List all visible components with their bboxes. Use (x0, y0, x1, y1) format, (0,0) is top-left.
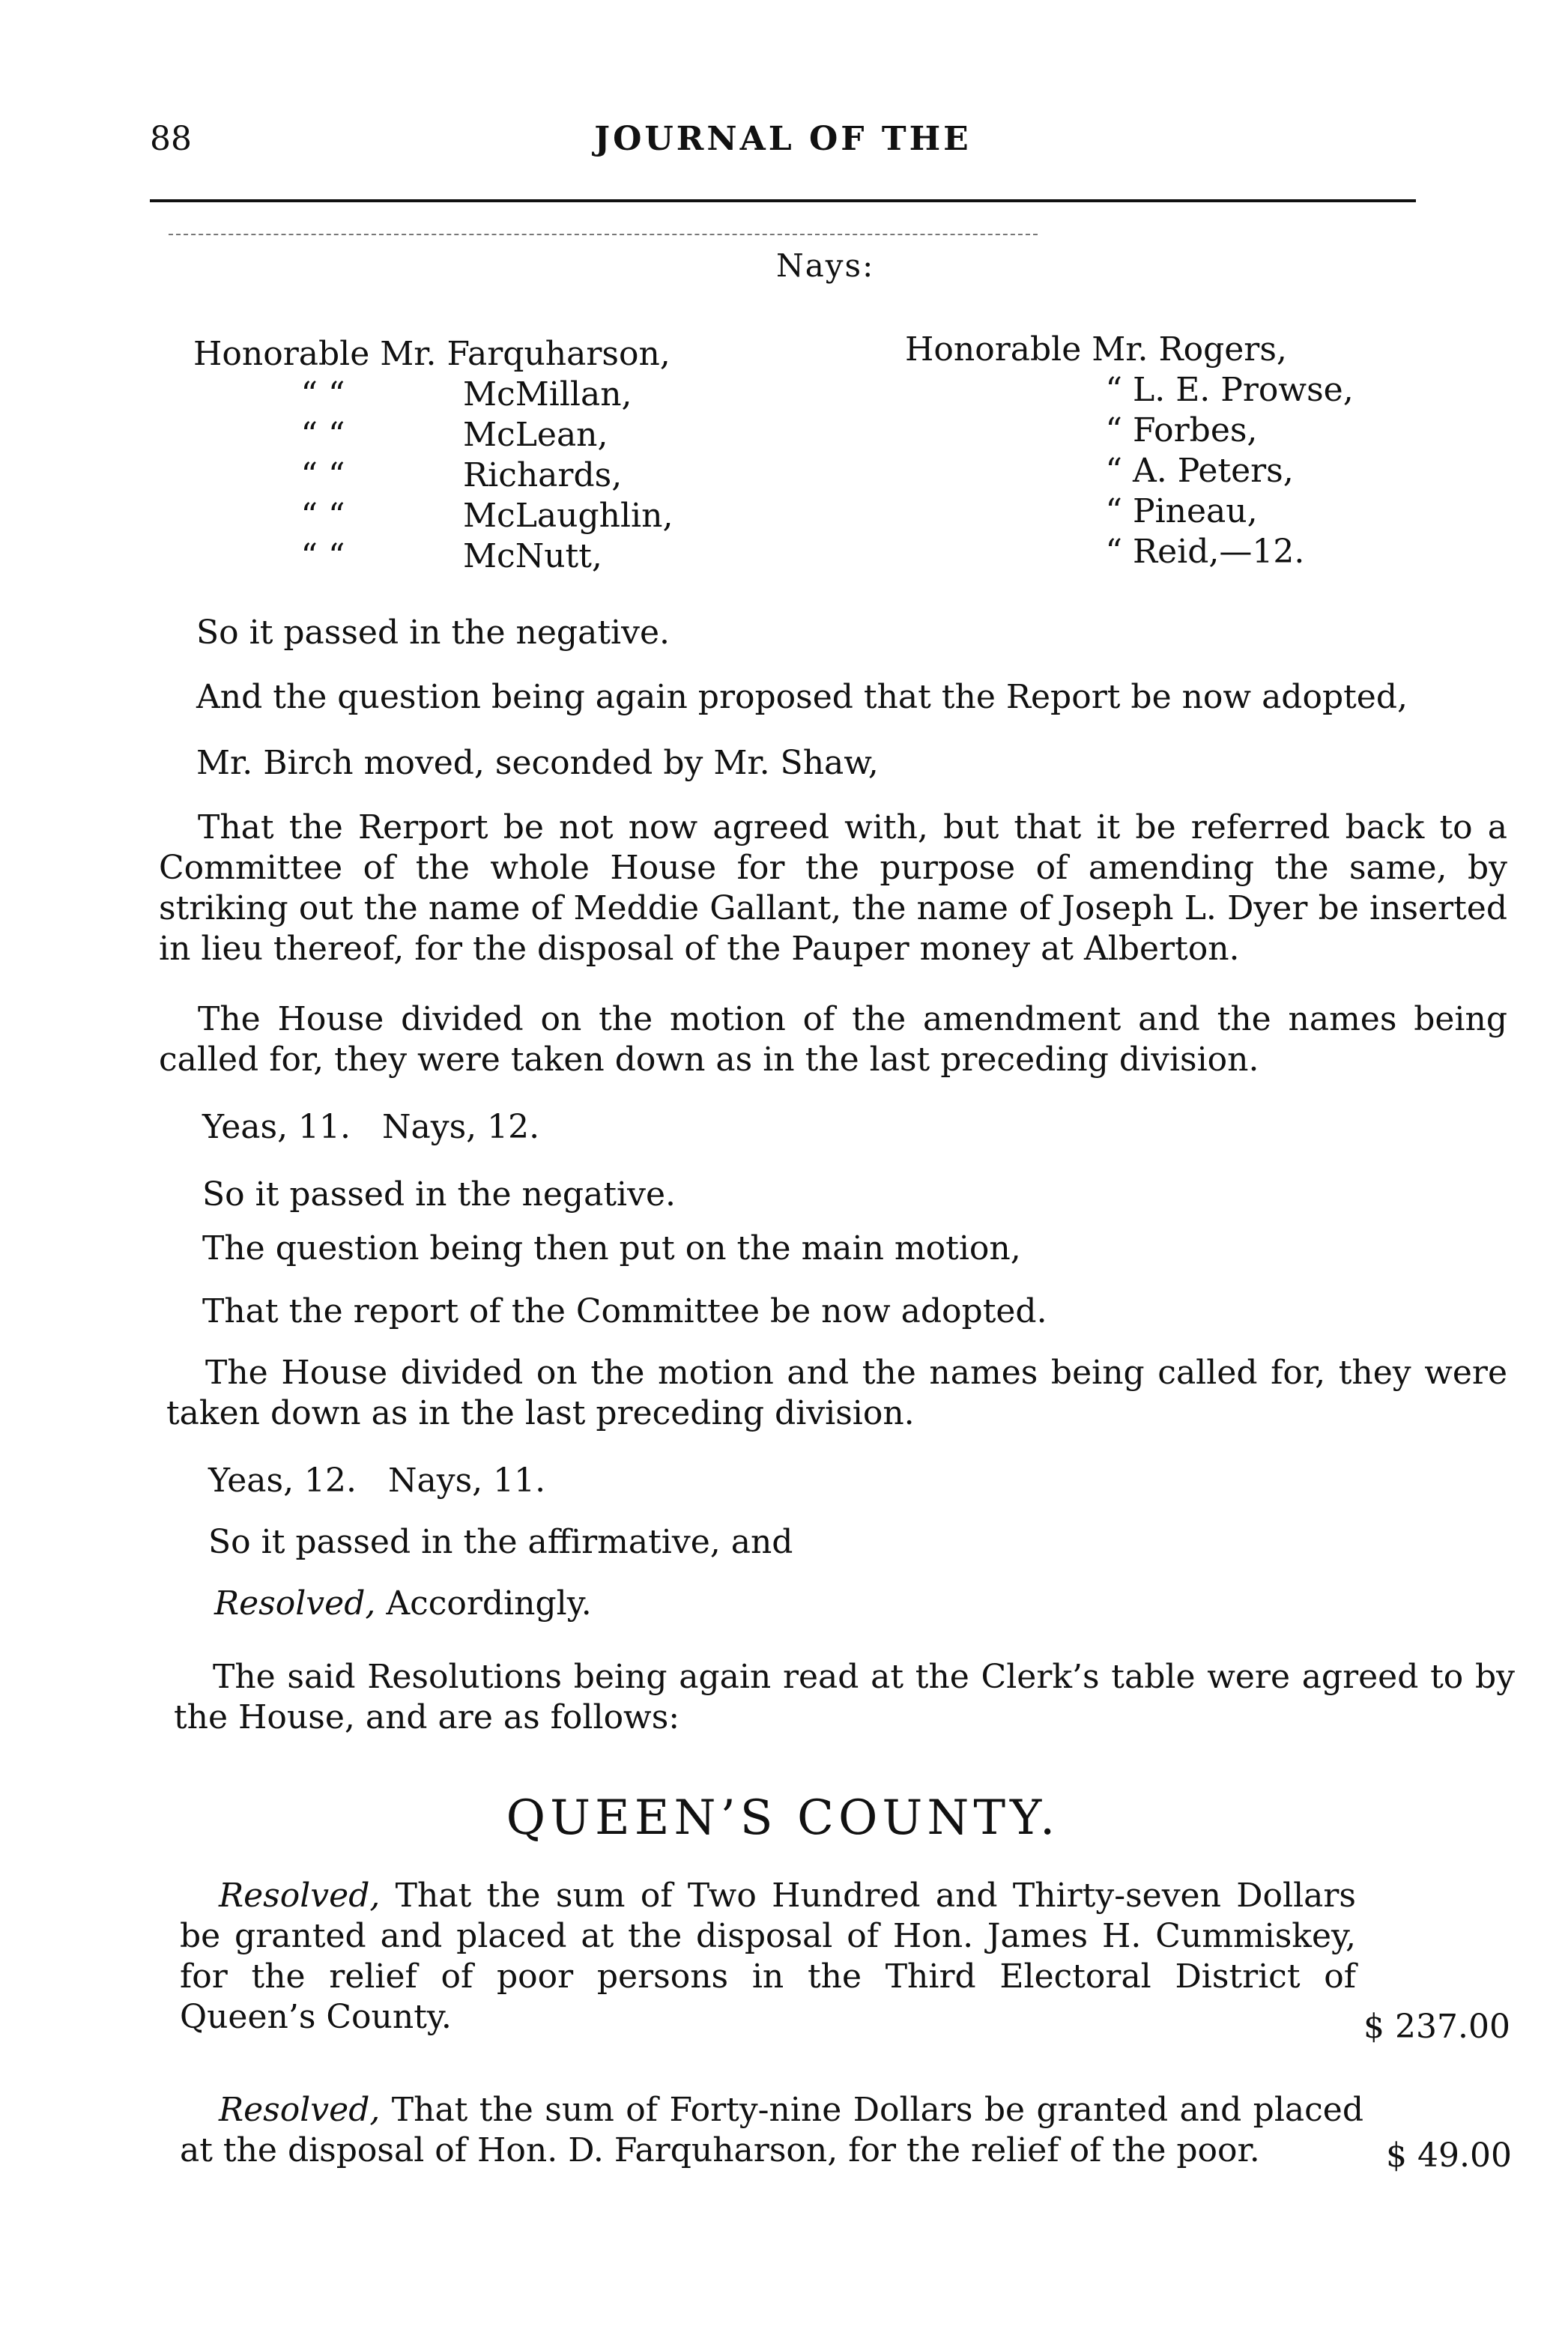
page-number: 88 (150, 120, 192, 158)
nay-entry (193, 415, 673, 455)
ditto-mark: “ (1105, 452, 1122, 490)
member-name: Richards, (463, 456, 623, 494)
header-rule (150, 199, 1416, 202)
member-name: Reid,—12. (1133, 533, 1305, 571)
nay-entry (193, 496, 673, 536)
paragraph-question-proposed: And the question being again proposed that the Report be now adopted, (196, 678, 1408, 716)
paragraph-passed-negative: So it passed in the negative. (196, 614, 670, 652)
ditto-mark: “ (1105, 533, 1122, 571)
paragraph-passed-affirmative: So it passed in the affirmative, and (208, 1523, 793, 1561)
resolution-entry (180, 2090, 1363, 2171)
nays-heading: Nays: (776, 247, 875, 284)
member-name: Forbes, (1133, 411, 1258, 449)
paragraph-birch-moved: Mr. Birch moved, seconded by Mr. Shaw, (196, 744, 879, 782)
paragraph-house-divided-amendment: The House divided on the motion of the amendment and the names being called for, they were taken down as in the last preceding division. (159, 1000, 1507, 1079)
member-name: A. Peters, (1133, 452, 1294, 490)
nay-entry (193, 536, 673, 577)
nay-entry (905, 491, 1354, 532)
honorific: Honorable Mr. (193, 335, 437, 373)
paragraph-amendment-motion: That the Rerport be not now agreed with, but that it be referred back to a Committee of the whole House for the purpose of amending the same, by striking out the name of Meddie Gallant, the name of Joseph L. Dyer be inserted in lieu thereof, for the disposal of the Pauper money at Alberton. (159, 808, 1507, 968)
resolution-lead: Resolved, (219, 1877, 381, 1915)
paragraph-resolved-accordingly (214, 1584, 1263, 1624)
resolved-rest: Accordingly. (375, 1584, 592, 1623)
nays-left-column (193, 334, 673, 577)
nay-entry (905, 411, 1354, 451)
resolved-italic: Resolved, (214, 1584, 376, 1623)
resolution-text: That the sum of Forty-nine Dollars be granted and placed at the disposal of Hon. D. Farquharson, for the relief of the poor. (180, 2091, 1363, 2169)
resolution-amount: $ 49.00 (1386, 2136, 1512, 2175)
ditto-mark: “ (1105, 492, 1122, 530)
vote-tally-main: Yeas, 12. Nays, 11. (208, 1462, 546, 1500)
nay-entry (193, 455, 673, 496)
ditto-mark: “ “ (300, 375, 345, 414)
member-name: McNutt, (463, 537, 602, 575)
resolution-entry (180, 1876, 1356, 2038)
member-name: Farquharson, (447, 335, 671, 373)
resolution-amount: $ 237.00 (1363, 2008, 1510, 2046)
paragraph-main-motion: The question being then put on the main motion, (202, 1229, 1021, 1268)
resolution-text: That the sum of Two Hundred and Thirty-seven Dollars be granted and placed at the disposal of Hon. James H. Cummiskey, for the relief of poor persons in the Third Electoral District of Queen’s County. (180, 1877, 1356, 2036)
paragraph-resolutions-read: The said Resolutions being again read at the Clerk’s table were agreed to by the House, and are as follows: (174, 1658, 1515, 1736)
paragraph-passed-negative-2: So it passed in the negative. (202, 1175, 676, 1214)
nay-entry (193, 375, 673, 415)
nay-entry (193, 334, 673, 375)
vote-tally-amendment: Yeas, 11. Nays, 12. (202, 1108, 540, 1146)
nay-entry (905, 370, 1354, 411)
member-name: L. E. Prowse, (1133, 371, 1354, 409)
county-heading: QUEEN’S COUNTY. (506, 1790, 1060, 1846)
paragraph-report-adopted: That the report of the Committee be now adopted. (202, 1292, 1047, 1330)
nay-entry (905, 330, 1354, 370)
resolution-lead: Resolved, (219, 2091, 381, 2129)
member-name: McMillan, (463, 375, 632, 414)
page-header (150, 120, 1416, 172)
member-name: McLaughlin, (463, 497, 673, 535)
ditto-mark: “ (1105, 371, 1122, 409)
running-head: JOURNAL OF THE (594, 120, 972, 158)
ditto-mark: “ “ (300, 537, 345, 575)
nay-entry (905, 451, 1354, 491)
ditto-mark: “ “ (300, 456, 345, 494)
ditto-mark: “ “ (300, 497, 345, 535)
ditto-mark: “ (1105, 411, 1122, 449)
nay-entry (905, 532, 1354, 572)
dashed-divider (169, 234, 1038, 235)
honorific: Honorable Mr. (905, 330, 1148, 369)
member-name: McLean, (463, 416, 608, 454)
paragraph-house-divided-main: The House divided on the motion and the names being called for, they were taken down as in the last preceding division. (166, 1354, 1507, 1432)
member-name: Pineau, (1133, 492, 1258, 530)
nays-right-column (905, 330, 1354, 572)
ditto-mark: “ “ (300, 416, 345, 454)
member-name: Rogers, (1158, 330, 1287, 369)
